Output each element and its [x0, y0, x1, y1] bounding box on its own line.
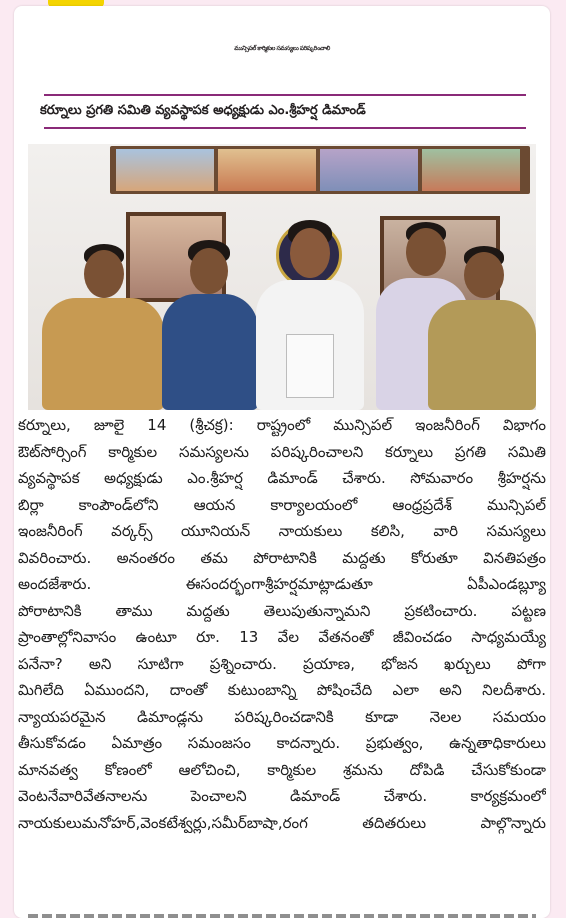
- article-line: ఇంజనీరింగ్ వర్కర్స్ యూనియన్ నాయకులు కలిసి, వారి సమస్యలు: [18, 522, 546, 540]
- subheadline: కర్నూలు ప్రగతి సమితి వ్యవస్థాపక అధ్యక్షుడు ఎం.శ్రీహర్ష డిమాండ్: [40, 103, 366, 118]
- person-2: [158, 240, 258, 410]
- news-photo: [28, 144, 536, 410]
- article-line: మానవత్వ కోణంలో ఆలోచించి, కార్మికుల శ్రమను దోపిడి చేసుకోకుండా: [18, 760, 546, 779]
- article-line: పోరాటానికి తాము మద్దతు తెలుపుతున్నామని ప్రకటించారు. పట్టణ: [18, 601, 546, 620]
- headline-divider: [44, 94, 526, 96]
- article-line: అందజేశారు. ఈసందర్భంగాశ్రీహర్షమాట్లాడుతూ ఏపీఎండబ్ల్యూ: [18, 575, 546, 593]
- cut-off-text: [28, 914, 536, 918]
- article-body: [18, 412, 546, 836]
- wall-photo-banner: [110, 146, 530, 194]
- article-line: ఔట్‌సోర్సింగ్ కార్మికుల సమస్యలను పరిష్కరించాలని కర్నూలు ప్రగతి సమితి: [18, 442, 546, 461]
- article-line: తీసుకోవడం ఏమాత్రం సమంజసం కాదన్నారు. ప్రభుత్వం, ఉన్నతాధికారులు: [18, 734, 546, 752]
- article-line: మిగిలేది ఏముందని, దాంతో కుటుంబాన్ని పోషించేది ఎలా అని నిలదీశారు.: [18, 681, 546, 699]
- article-line: వెంటనేవారివేతనాలను పెంచాలని డిమాండ్ చేశారు. కార్యక్రమంలో: [18, 787, 546, 805]
- article-line: కర్నూలు, జూలై 14 (శ్రీచక్ర): రాష్ట్రంలో మున్సిపల్ ఇంజనీరింగ్ విభాగం: [18, 416, 546, 434]
- news-clipping: [14, 6, 550, 918]
- article-line: నాయకులుమనోహర్,వెంకటేశ్వర్లు,సమీర్‌బాషా,రంగ తదితరులు పాల్గొన్నారు: [18, 813, 546, 832]
- article-line: న్యాయపరమైన డిమాండ్లను పరిష్కరించడానికి కూడా నెలల సమయం: [18, 707, 546, 726]
- article-line: వ్యవస్థాపక అధ్యక్షుడు ఎం.శ్రీహర్ష డిమాండ్ చేశారు. సోమవారం శ్రీహర్షను: [18, 469, 546, 487]
- article-line: పనేనా? అని సూటిగా ప్రశ్నించారు. ప్రయాణ, భోజన ఖర్చులు పోగా: [18, 654, 546, 673]
- article-line: వివరించారు. అనంతరం తమ పోరాటానికి మద్దతు కోరుతూ వినతిపత్రం: [18, 548, 546, 567]
- article-line: బిర్లా కాంపౌండ్‌లోని ఆయన కార్యాలయంలో ఆంధ్రప్రదేశ్ మున్సిపల్: [18, 495, 546, 514]
- subheadline-divider: [44, 127, 526, 129]
- article-line: ప్రాంతాల్లోనివాసం ఉంటూ రూ. 13 వేల వేతనంతో జీవించడం సాధ్యమయ్యే: [18, 628, 546, 646]
- person-5: [418, 246, 536, 410]
- headline: మున్సిపల్ కార్మికుల సమస్యలు పరిష్కరించాలి: [234, 45, 330, 52]
- person-1: [28, 244, 168, 410]
- memorandum-document: [286, 334, 334, 398]
